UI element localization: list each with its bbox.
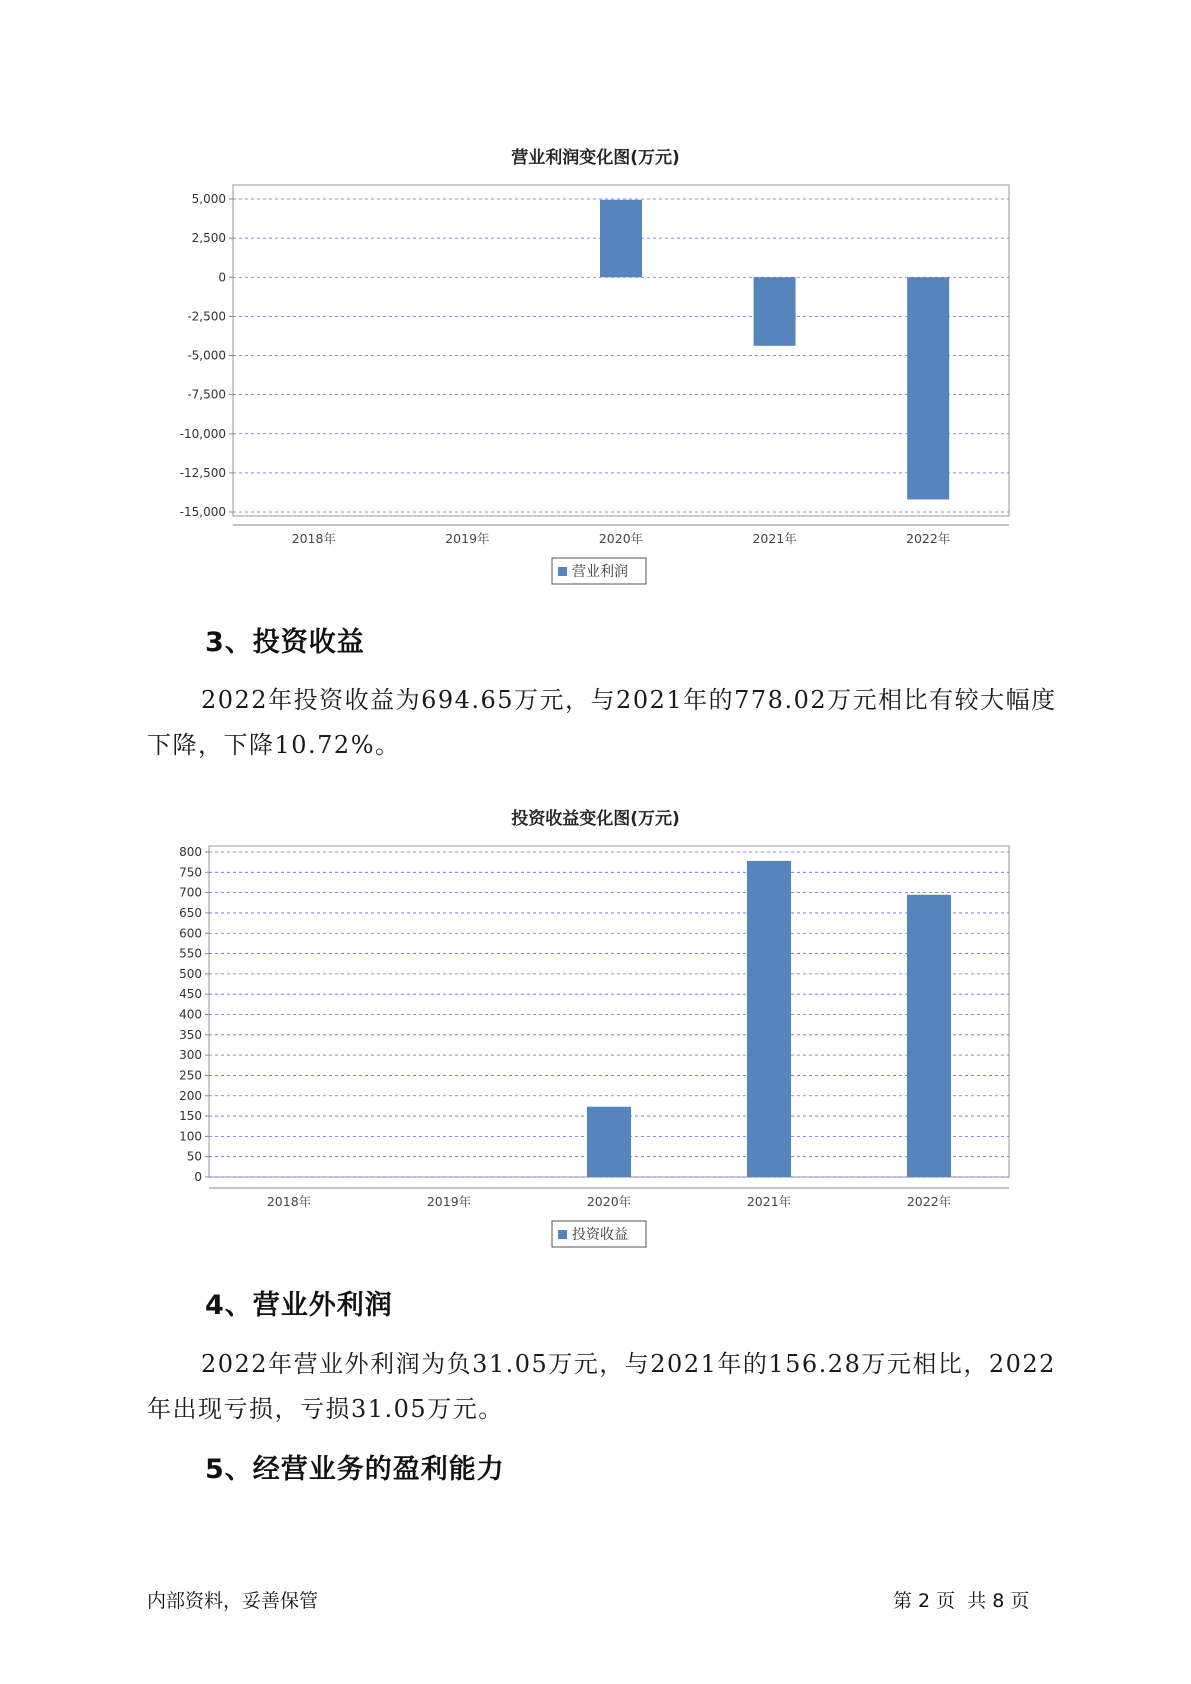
y-tick-label: 650 [179,905,202,920]
x-tick-label: 2022年 [906,1194,952,1209]
y-tick-label: 350 [179,1027,202,1042]
chart-title: 投资收益变化图(万元) [511,809,680,829]
y-tick-label: 200 [179,1088,202,1103]
bar [600,200,642,277]
y-tick-label: -5,000 [187,348,226,363]
y-tick-label: 800 [179,845,202,859]
x-tick-label: 2019年 [445,531,490,546]
y-tick-label: 700 [179,885,202,900]
y-tick-label: -15,000 [179,505,226,519]
bar [907,895,951,1177]
x-tick-label: 2018年 [291,531,336,546]
x-tick-label: 2020年 [586,1194,632,1209]
section-heading: 3、投资收益 [205,627,365,658]
section-heading: 5、经营业务的盈利能力 [205,1454,505,1485]
y-tick-label: 250 [179,1068,202,1083]
y-tick-label: 0 [218,270,226,285]
y-tick-label: 300 [179,1048,202,1063]
y-tick-label: 5,000 [191,192,226,206]
legend [552,1221,646,1247]
chart-title: 营业利润变化图(万元) [511,148,680,168]
page-number: 第 2 页 共 8 页 [893,1590,1030,1612]
bar [754,277,796,346]
section-heading: 4、营业外利润 [205,1290,393,1321]
x-tick-label: 2020年 [598,531,644,546]
y-tick-label: 450 [179,987,202,1002]
operating-profit-chart [0,170,1191,590]
footer-note: 内部资料，妥善保管 [147,1590,319,1612]
legend-label: 营业利润 [572,564,628,580]
y-tick-label: -10,000 [179,426,226,441]
legend-swatch [558,1230,567,1239]
y-tick-label: 600 [179,926,202,941]
legend-label: 投资收益 [572,1227,628,1243]
investment-income-chart [0,840,1191,1260]
legend-swatch [558,567,567,576]
legend [552,558,646,584]
bar [587,1107,631,1177]
y-tick-label: 500 [179,966,202,981]
y-tick-label: 0 [194,1170,202,1184]
x-tick-label: 2018年 [266,1194,312,1209]
y-tick-label: 400 [179,1007,202,1022]
y-tick-label: -12,500 [179,465,226,480]
section-paragraph: 2022年投资收益为694.65万元，与2021年的778.02万元相比有较大幅度下降，下降10.72%。 [147,686,1057,759]
y-tick-label: 550 [179,946,202,961]
y-tick-label: 2,500 [191,231,226,246]
y-tick-label: -7,500 [187,387,226,402]
x-tick-label: 2021年 [746,1194,792,1209]
y-tick-label: 150 [179,1109,202,1124]
y-tick-label: -2,500 [187,309,226,324]
y-tick-label: 750 [179,865,202,880]
bar [907,277,949,499]
bar [747,861,791,1177]
y-tick-label: 50 [186,1149,202,1164]
x-tick-label: 2021年 [752,531,797,546]
section-paragraph: 2022年营业外利润为负31.05万元，与2021年的156.28万元相比，2022年出现亏损，亏损31.05万元。 [147,1350,1056,1423]
x-tick-label: 2019年 [426,1194,472,1209]
y-tick-label: 100 [179,1129,202,1144]
x-tick-label: 2022年 [906,531,951,546]
